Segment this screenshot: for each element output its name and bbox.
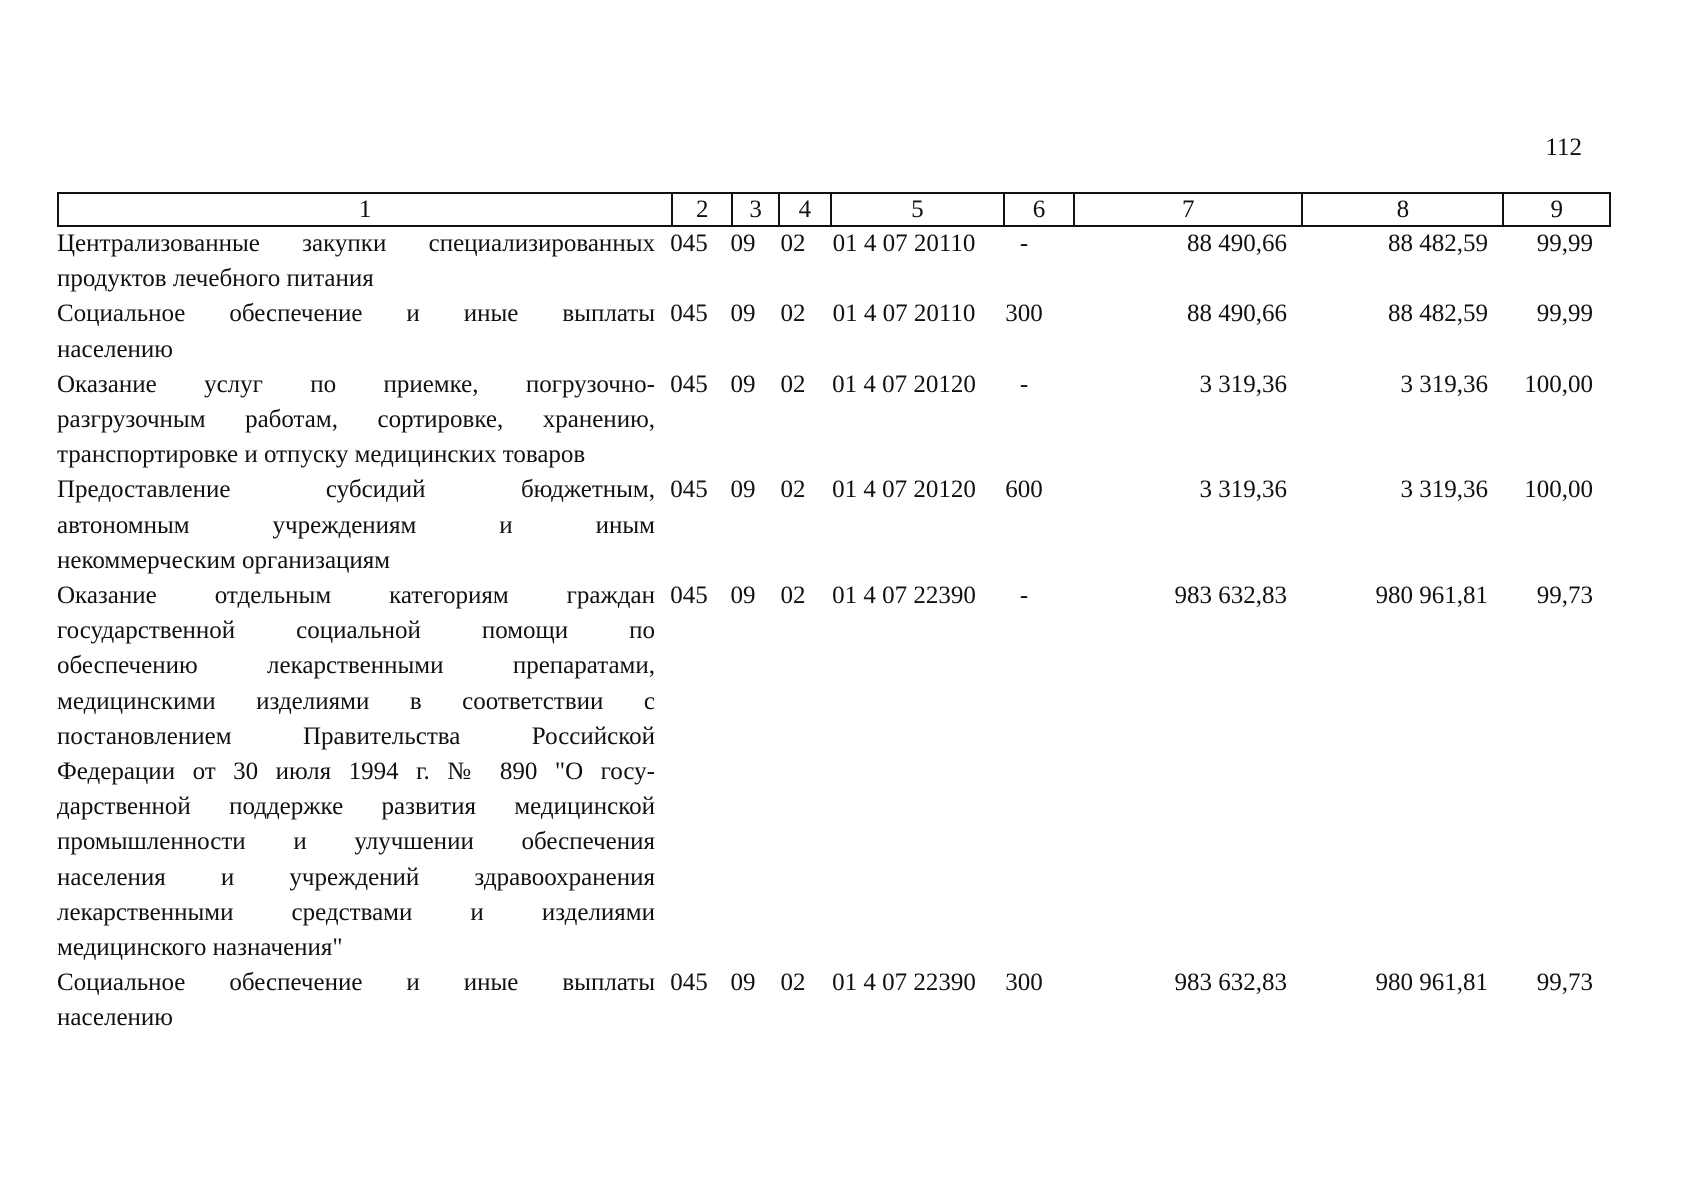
column-number-header [57, 192, 1611, 227]
cell-percent: 99,99 [1536, 300, 1593, 328]
description-line: медицинского назначения" [57, 934, 343, 962]
header-col-7: 7 [1074, 193, 1302, 226]
description-line: дарственной поддержке развития медицинской [57, 793, 655, 821]
cell-ministry-code: 045 [670, 969, 708, 997]
cell-ministry-code: 045 [670, 582, 708, 610]
cell-percent: 99,73 [1536, 969, 1593, 997]
header-col-8: 8 [1302, 193, 1503, 226]
cell-approved: 3 319,36 [1199, 370, 1287, 398]
cell-approved: 3 319,36 [1199, 476, 1287, 504]
cell-ministry-code: 045 [670, 230, 708, 257]
table-row [57, 296, 1617, 366]
header-col-4: 4 [779, 193, 831, 226]
table-row [57, 578, 1617, 965]
cell-approved: 88 490,66 [1187, 230, 1287, 257]
cell-section: 09 [730, 969, 756, 997]
cell-subsection: 02 [780, 969, 806, 997]
cell-executed: 980 961,81 [1375, 582, 1488, 610]
cell-ministry-code: 045 [670, 300, 708, 328]
row-description [57, 965, 655, 1035]
description-line: Оказание отдельным категориям граждан [57, 582, 655, 610]
cell-target-article: 01 4 07 20120 [832, 476, 976, 504]
budget-table-body [57, 226, 1617, 1036]
cell-subsection: 02 [780, 582, 806, 610]
cell-approved: 88 490,66 [1187, 300, 1287, 328]
cell-expense-type: 300 [1005, 969, 1043, 997]
description-line: Предоставление субсидий бюджетным, [57, 476, 655, 504]
cell-executed: 88 482,59 [1388, 300, 1488, 328]
page-number: 112 [1545, 134, 1582, 161]
cell-subsection: 02 [780, 476, 806, 504]
row-description [57, 367, 655, 473]
row-description [57, 472, 655, 578]
description-line: населению [57, 1004, 173, 1032]
description-line: продуктов лечебного питания [57, 265, 374, 293]
header-col-6: 6 [1004, 193, 1074, 226]
cell-target-article: 01 4 07 20120 [832, 370, 976, 398]
header-col-9: 9 [1503, 193, 1610, 226]
cell-executed: 3 319,36 [1400, 476, 1488, 504]
description-line: Централизованные закупки специализированных [57, 230, 655, 257]
description-line: Социальное обеспечение и иные выплаты [57, 300, 655, 328]
description-line: транспортировке и отпуску медицинских товаров [57, 441, 586, 469]
cell-target-article: 01 4 07 22390 [832, 969, 976, 997]
cell-percent: 99,73 [1536, 582, 1593, 610]
table-row [57, 965, 1617, 1035]
description-line: автономным учреждениям и иным [57, 511, 655, 539]
description-line: Федерации от 30 июля 1994 г. № 890 "О госу- [57, 758, 655, 786]
header-col-2: 2 [672, 193, 732, 226]
description-line: промышленности и улучшении обеспечения [57, 828, 655, 856]
row-description [57, 578, 655, 965]
description-line: обеспечению лекарственными препаратами, [57, 652, 655, 680]
description-line: некоммерческим организациям [57, 546, 391, 574]
table-row [57, 226, 1617, 296]
header-col-1: 1 [58, 193, 672, 226]
cell-percent: 99,99 [1536, 230, 1593, 257]
cell-expense-type: - [1019, 582, 1029, 610]
cell-target-article: 01 4 07 20110 [832, 230, 976, 257]
description-line: разгрузочным работам, сортировке, хранению, [57, 406, 655, 434]
cell-subsection: 02 [780, 300, 806, 328]
cell-percent: 100,00 [1524, 370, 1593, 398]
table-row [57, 367, 1617, 473]
cell-section: 09 [730, 476, 756, 504]
cell-ministry-code: 045 [670, 370, 708, 398]
header-col-5: 5 [831, 193, 1004, 226]
cell-expense-type: 600 [1005, 476, 1043, 504]
cell-section: 09 [730, 582, 756, 610]
description-line: населения и учреждений здравоохранения [57, 863, 655, 891]
cell-approved: 983 632,83 [1174, 582, 1287, 610]
cell-executed: 88 482,59 [1388, 230, 1488, 257]
description-line: медицинскими изделиями в соответствии с [57, 687, 655, 715]
cell-ministry-code: 045 [670, 476, 708, 504]
cell-executed: 980 961,81 [1375, 969, 1488, 997]
row-description [57, 226, 655, 296]
description-line: Социальное обеспечение и иные выплаты [57, 969, 655, 997]
cell-target-article: 01 4 07 20110 [832, 300, 976, 328]
cell-subsection: 02 [780, 230, 806, 257]
description-line: государственной социальной помощи по [57, 617, 655, 645]
cell-subsection: 02 [780, 370, 806, 398]
cell-expense-type: 300 [1005, 300, 1043, 328]
cell-approved: 983 632,83 [1174, 969, 1287, 997]
description-line: лекарственными средствами и изделиями [57, 898, 655, 926]
table-row [57, 472, 1617, 578]
cell-section: 09 [730, 230, 756, 257]
description-line: населению [57, 335, 173, 363]
cell-section: 09 [730, 300, 756, 328]
header-col-3: 3 [732, 193, 778, 226]
row-description [57, 296, 655, 366]
cell-expense-type: - [1019, 230, 1029, 257]
cell-executed: 3 319,36 [1400, 370, 1488, 398]
cell-expense-type: - [1019, 370, 1029, 398]
description-line: постановлением Правительства Российской [57, 722, 655, 750]
cell-percent: 100,00 [1524, 476, 1593, 504]
cell-section: 09 [730, 370, 756, 398]
cell-target-article: 01 4 07 22390 [832, 582, 976, 610]
description-line: Оказание услуг по приемке, погрузочно- [57, 370, 655, 398]
